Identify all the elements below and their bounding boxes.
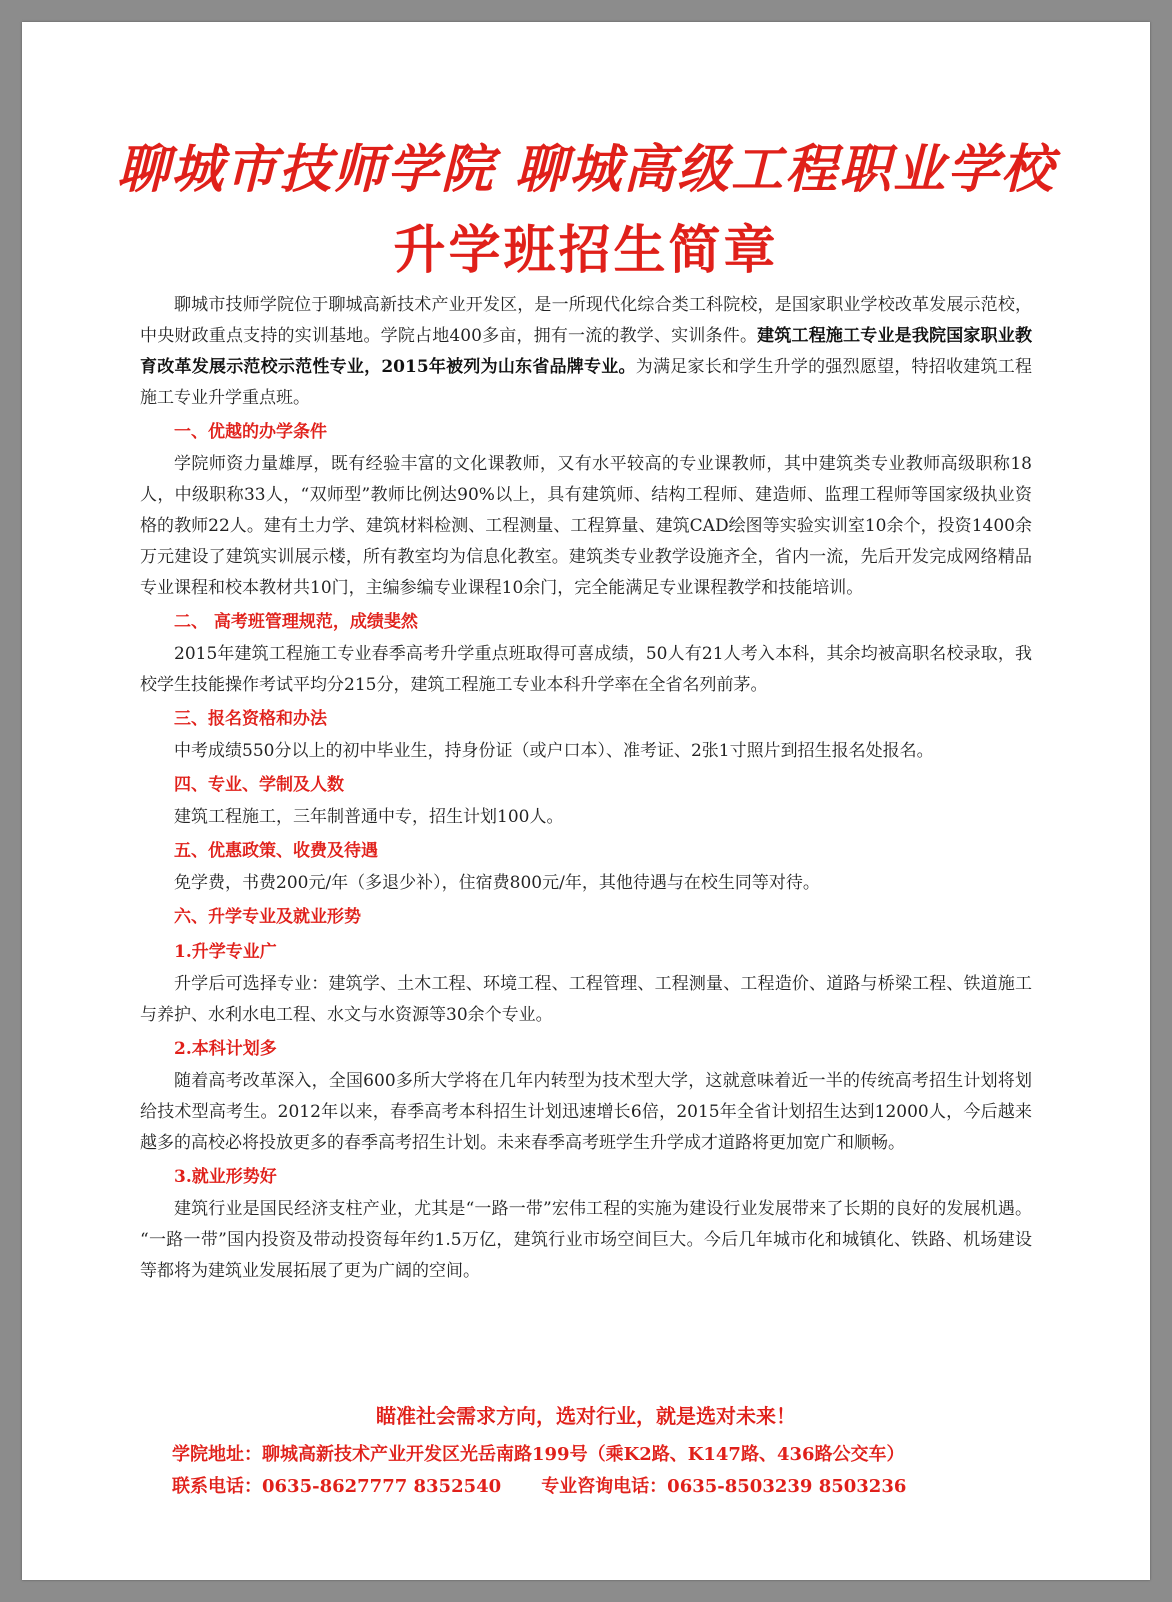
section-heading-2: 二、 高考班管理规范，成绩斐然	[174, 612, 418, 632]
intro-text-bold: 建筑工程施工专业是我院国家职业教育改革发展示范校示范性专业，2015年被列为山东省品牌专业。	[140, 326, 1033, 377]
section-body-1: 学院师资力量雄厚，既有经验丰富的文化课教师，又有水平较高的专业课教师，其中建筑类专业教师高级职称18人，中级职称33人，“双师型”教师比例达90%以上，具有建筑师、结构工程师、建造师、监理工程师等国家级执业资格的教师22人。建有土力学、建筑材料检测、工程测量、工程算量、建筑CAD绘图等实验实训室10余个，投资1400余万元建设了建筑实训展示楼，所有教室均为信息化教室。建筑类专业教学设施齐全，省内一流，先后开发完成网络精品专业课程和校本教材共10门，主编参编专业课程10余门，完全能满足专业课程教学和技能培训。	[140, 454, 1032, 598]
contact-phones	[172, 1472, 1072, 1498]
section-heading-1: 一、优越的办学条件	[174, 422, 327, 442]
page-title: 升学班招生简章	[393, 220, 779, 281]
section-body-5: 免学费，书费200元/年（多退少补），住宿费800元/年，其他待遇与在校生同等对待。	[174, 873, 820, 893]
section-body-2: 2015年建筑工程施工专业春季高考升学重点班取得可喜成绩，50人有21人考入本科，其余均被高职名校录取，我校学生技能操作考试平均分215分，建筑工程施工专业本科升学率在全省名列前茅。	[140, 644, 1032, 695]
school-names-title: 聊城市技师学院 聊城高级工程职业学校	[116, 139, 1056, 200]
subsection-body-3: 建筑行业是国民经济支柱产业，尤其是“一路一带”宏伟工程的实施为建设行业发展带来了长期的良好的发展机遇。 “一路一带”国内投资及带动投资每年约1.5万亿，建筑行业市场空间巨大。今后几年城市化和城镇化、铁路、机场建设等都将为建筑业发展拓展了更为广阔的空间。	[140, 1199, 1032, 1281]
section-heading-3: 三、报名资格和办法	[174, 709, 327, 729]
section-body-4: 建筑工程施工，三年制普通中专，招生计划100人。	[174, 807, 564, 827]
intro-text-a: 聊城市技师学院位于聊城高新技术产业开发区，是一所现代化综合类工科院校，是国家职业学校改革发展示范校，中央财政重点支持的实训基地。学院占地400多亩，拥有一流的教学、实训条件。	[140, 295, 1032, 346]
section-heading-5: 五、优惠政策、收费及待遇	[174, 841, 378, 861]
section-body-3: 中考成绩550分以上的初中毕业生，持身份证（或户口本）、准考证、2张1寸照片到招生报名处报名。	[174, 741, 934, 761]
page	[22, 22, 1150, 1580]
subsection-heading-2: 2.本科计划多	[174, 1039, 277, 1059]
section-heading-4: 四、专业、学制及人数	[174, 775, 344, 795]
subsection-heading-3: 3.就业形势好	[174, 1167, 277, 1187]
consult-phone: 专业咨询电话：0635-8503239 8503236	[541, 1476, 907, 1497]
intro-text-b: 为满足家长和学生升学的强烈愿望，特招收建筑工程施工专业升学重点班。	[140, 357, 1032, 408]
contact-phone: 联系电话：0635-8627777 8352540	[172, 1476, 502, 1497]
subsection-heading-1: 1.升学专业广	[174, 942, 277, 962]
slogan: 瞄准社会需求方向，选对行业，就是选对未来！	[376, 1404, 796, 1428]
subsection-body-1: 升学后可选择专业：建筑学、土木工程、环境工程、工程管理、工程测量、工程造价、道路与桥梁工程、铁道施工与养护、水利水电工程、水文与水资源等30余个专业。	[140, 974, 1032, 1025]
section-heading-6: 六、升学专业及就业形势	[174, 907, 361, 927]
content-body	[140, 290, 1032, 1287]
subsection-body-2: 随着高考改革深入，全国600多所大学将在几年内转型为技术型大学，这就意味着近一半的传统高考招生计划将划给技术型高考生。2012年以来，春季高考本科招生计划迅速增长6倍，2015年全省计划招生达到12000人，今后越来越多的高校必将投放更多的春季高考招生计划。未来春季高考班学生升学成才道路将更加宽广和顺畅。	[140, 1071, 1032, 1153]
school-address: 学院地址：聊城高新技术产业开发区光岳南路199号（乘K2路、K147路、436路公交车）	[172, 1444, 905, 1465]
intro-paragraph	[140, 290, 1032, 414]
